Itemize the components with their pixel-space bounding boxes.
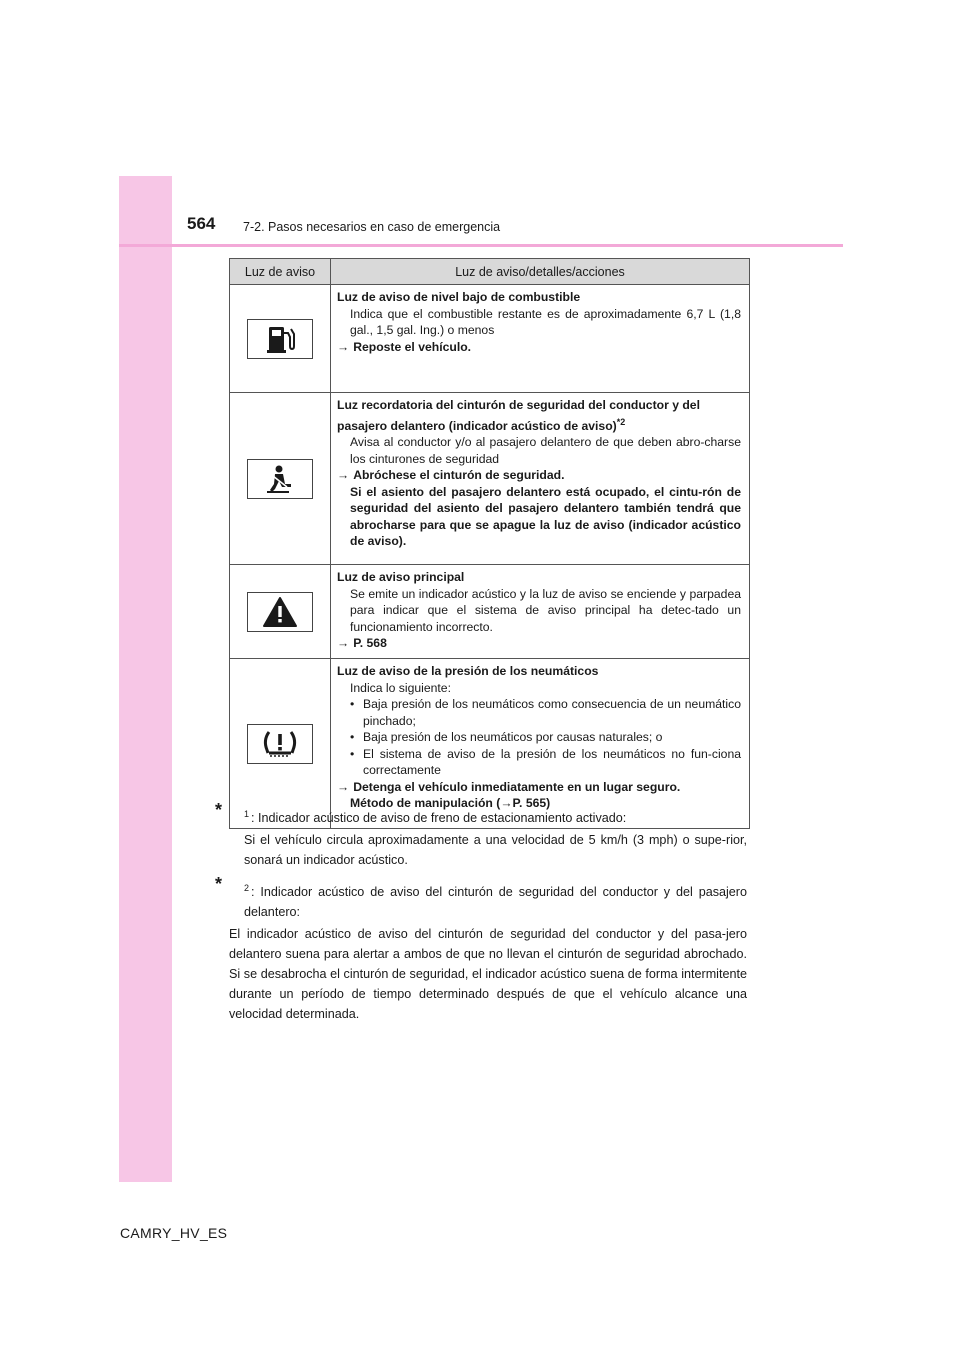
- list-item: • El sistema de aviso de la presión de los neumáticos no fun-ciona correctamente: [350, 746, 741, 777]
- table-row: [230, 393, 750, 565]
- column-header-desc: Luz de aviso/detalles/acciones: [331, 259, 750, 285]
- section-title: 7-2. Pasos necesarios en caso de emergencia: [243, 220, 501, 234]
- row-action: Reposte el vehículo.: [353, 339, 472, 354]
- list-item: • Baja presión de los neumáticos como consecuencia de un neumático pinchado;: [350, 697, 741, 728]
- row-title: Luz recordatoria del cinturón de seguridad del conductor y del pasajero delantero (indicador acústico de aviso): [337, 398, 700, 433]
- row-action: Abróchese el cinturón de seguridad.: [353, 468, 565, 483]
- row-description: Avisa al conductor y/o al pasajero delantero de que deben abro-charse los cinturones de seguridad: [350, 435, 741, 466]
- bullet-icon: •: [350, 730, 355, 744]
- footnote-mark: *2: [616, 416, 626, 427]
- row-description: Se emite un indicador acústico y la luz de aviso se enciende y parpadea para indicar que el sistema de aviso principal ha detec-tado un funcionamiento incorrecto.: [350, 586, 741, 634]
- row-description: Indica lo siguiente:: [350, 680, 451, 695]
- seatbelt-icon: [247, 459, 313, 499]
- fuel-pump-icon: [247, 319, 313, 359]
- list-item: • Baja presión de los neumáticos por causas naturales; o: [350, 730, 663, 744]
- footnote-number: 1: [244, 809, 250, 819]
- chapter-sidebar-tab: [119, 176, 172, 1182]
- tire-pressure-icon: [247, 724, 313, 764]
- row-title: Luz de aviso de la presión de los neumáticos: [337, 664, 599, 678]
- arrow-icon: →: [337, 636, 350, 650]
- warning-lights-table: [229, 258, 750, 829]
- arrow-icon: →: [337, 779, 350, 794]
- row-title: Luz de aviso principal: [337, 570, 465, 584]
- page-number: 564: [187, 214, 216, 233]
- row-action: P. 568: [353, 636, 387, 650]
- footnote-body: Si el vehículo circula aproximadamente a una velocidad de 5 km/h (3 mph) o supe-rior, sonará un indicador acústico.: [244, 833, 747, 868]
- table-row: [230, 659, 750, 829]
- footnote-star: *: [215, 800, 223, 820]
- warning-triangle-icon: [247, 592, 313, 632]
- table-row: [230, 565, 750, 659]
- footnote-body: El indicador acústico de aviso del cinturón de seguridad del conductor y del pasa-jero delantero suena para alertar a ambos de que no llevan el cinturón de seguridad abrochado. Si se desabrocha el cinturón de seguridad, el indicador acústico suena de forma intermitente durante un período de tiempo determinado después de que el vehículo alcance una velocidad determinada.: [229, 927, 747, 1022]
- table-header-row: [230, 259, 750, 285]
- footnote-number: 2: [244, 883, 250, 894]
- row-action: Detenga el vehículo inmediatamente en un lugar seguro.: [353, 779, 681, 794]
- document-code: CAMRY_HV_ES: [120, 1225, 228, 1241]
- arrow-icon: →: [337, 468, 350, 483]
- row-action-detail: Si el asiento del pasajero delantero está ocupado, el cintu-rón de seguridad del asiento del pasajero delantero también tendrá que abrocharse para que se apague la luz de aviso (indicador acústico de aviso).: [350, 484, 741, 549]
- row-description: Indica que el combustible restante es de aproximadamente 6,7 L (1,8 gal., 1,5 gal. Ing.) o menos: [350, 306, 741, 337]
- footnote-heading: : Indicador acústico de aviso del cinturón de seguridad del conductor y del pasajero delantero:: [244, 885, 747, 920]
- table-row: [230, 285, 750, 393]
- row-action-detail: Método de manipulación (→P. 565): [350, 796, 551, 810]
- bullet-icon: •: [350, 697, 355, 711]
- row-title: Luz de aviso de nivel bajo de combustible: [337, 290, 581, 304]
- bullet-icon: •: [350, 746, 355, 761]
- footnote-star: *: [215, 874, 223, 895]
- footnote-heading: : Indicador acústico de aviso de freno de estacionamiento activado:: [251, 811, 627, 826]
- column-header-icon: Luz de aviso: [230, 259, 331, 285]
- header-rule: [119, 244, 843, 247]
- footnote-2: [215, 874, 747, 922]
- arrow-icon: →: [337, 339, 350, 354]
